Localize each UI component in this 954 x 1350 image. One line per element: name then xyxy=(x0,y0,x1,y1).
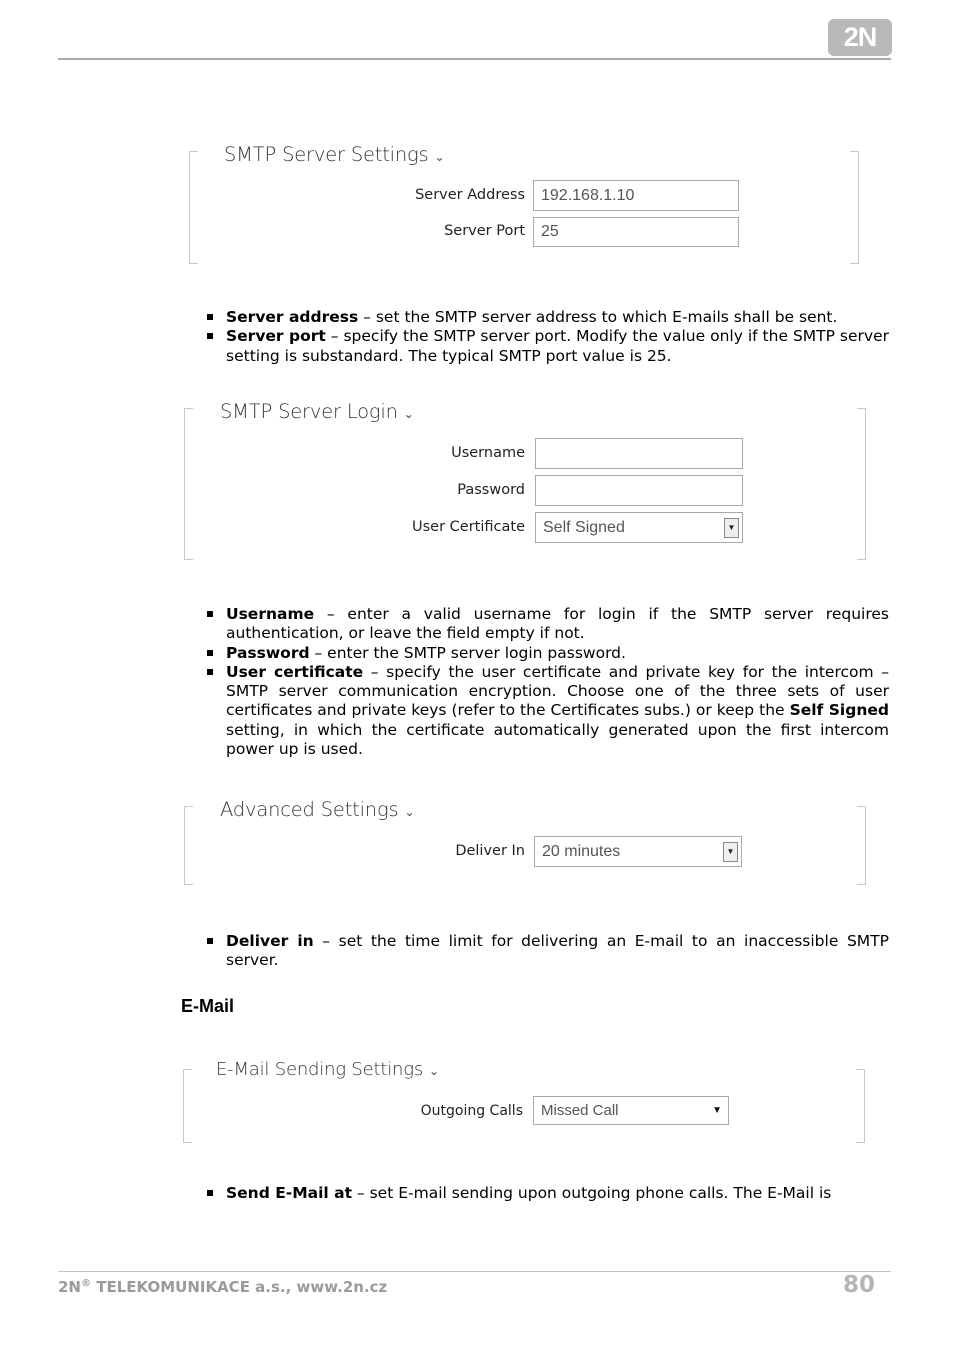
email-bullet-list xyxy=(206,1184,889,1203)
chevron-down-icon: ⌄ xyxy=(429,1064,439,1078)
server-bullet-list xyxy=(206,308,889,366)
page-number: 80 xyxy=(842,1272,875,1298)
dropdown-arrow-icon[interactable]: ▼ xyxy=(712,1105,722,1116)
advanced-settings-panel xyxy=(184,798,866,885)
list-item: Send E-Mail at – set E-mail sending upon outgoing phone calls. The E-Mail is xyxy=(206,1184,889,1203)
list-item: Server port – specify the SMTP server port. Modify the value only if the SMTP server setting is substandard. The typical SMTP port value is 25. xyxy=(206,327,889,366)
panel-title[interactable]: SMTP Server Login ⌄ xyxy=(220,400,414,423)
panel-bracket-left xyxy=(183,1069,192,1143)
user-certificate-label: User Certificate xyxy=(412,519,525,535)
panel-bracket-right xyxy=(856,1069,865,1143)
panel-title[interactable]: SMTP Server Settings ⌄ xyxy=(224,143,445,166)
panel-bracket-right xyxy=(857,806,866,885)
chevron-down-icon: ⌄ xyxy=(403,407,414,421)
list-item: User certificate – specify the user certificate and private key for the intercom – SMTP server communication encryption. Choose one of the three sets of user certificates and private keys (refer to the Certificates subs.) or keep the Self Signed setting, in which the certificate automatically generated upon the first intercom power up is used. xyxy=(206,663,889,759)
password-input[interactable] xyxy=(535,475,743,506)
footer-rule xyxy=(58,1271,891,1272)
deliver-in-label: Deliver In xyxy=(455,843,525,859)
server-port-input[interactable]: 25 xyxy=(533,217,739,247)
server-address-input[interactable]: 192.168.1.10 xyxy=(533,180,739,211)
deliver-in-select[interactable]: 20 minutes ▼ xyxy=(534,836,742,867)
advanced-bullet-list xyxy=(206,932,889,971)
chevron-down-icon: ⌄ xyxy=(434,150,445,164)
username-input[interactable] xyxy=(535,438,743,469)
section-heading: E-Mail xyxy=(181,996,235,1016)
smtp-server-login-panel xyxy=(184,400,866,560)
outgoing-calls-label: Outgoing Calls xyxy=(420,1103,523,1119)
footer-company: 2N® TELEKOMUNIKACE a.s., www.2n.cz xyxy=(58,1278,388,1296)
panel-bracket-left xyxy=(184,806,193,885)
login-bullet-list xyxy=(206,605,889,759)
chevron-down-icon: ⌄ xyxy=(404,805,415,819)
list-item: Deliver in – set the time limit for delivering an E-mail to an inaccessible SMTP server. xyxy=(206,932,889,971)
outgoing-calls-select[interactable]: Missed Call ▼ xyxy=(533,1096,729,1125)
panel-bracket-left xyxy=(184,408,193,560)
email-sending-settings-panel xyxy=(183,1059,865,1143)
list-item: Username – enter a valid username for login if the SMTP server requires authentication, or leave the field empty if not. xyxy=(206,605,889,644)
smtp-server-settings-panel xyxy=(189,143,859,264)
password-label: Password xyxy=(457,482,525,498)
panel-bracket-right xyxy=(857,408,866,560)
username-label: Username xyxy=(451,445,525,461)
panel-bracket-left xyxy=(189,151,198,264)
list-item: Server address – set the SMTP server address to which E-mails shall be sent. xyxy=(206,308,889,327)
user-certificate-select[interactable]: Self Signed ▼ xyxy=(535,512,743,543)
panel-bracket-right xyxy=(850,151,859,264)
panel-title[interactable]: Advanced Settings ⌄ xyxy=(220,798,415,821)
panel-title[interactable]: E-Mail Sending Settings ⌄ xyxy=(216,1059,439,1080)
server-port-label: Server Port xyxy=(444,223,525,239)
list-item: Password – enter the SMTP server login password. xyxy=(206,644,889,663)
dropdown-arrow-icon[interactable]: ▼ xyxy=(723,842,738,862)
brand-logo: 2N xyxy=(828,19,892,56)
server-address-label: Server Address xyxy=(415,187,525,203)
header-rule xyxy=(58,58,891,60)
dropdown-arrow-icon[interactable]: ▼ xyxy=(724,518,739,538)
